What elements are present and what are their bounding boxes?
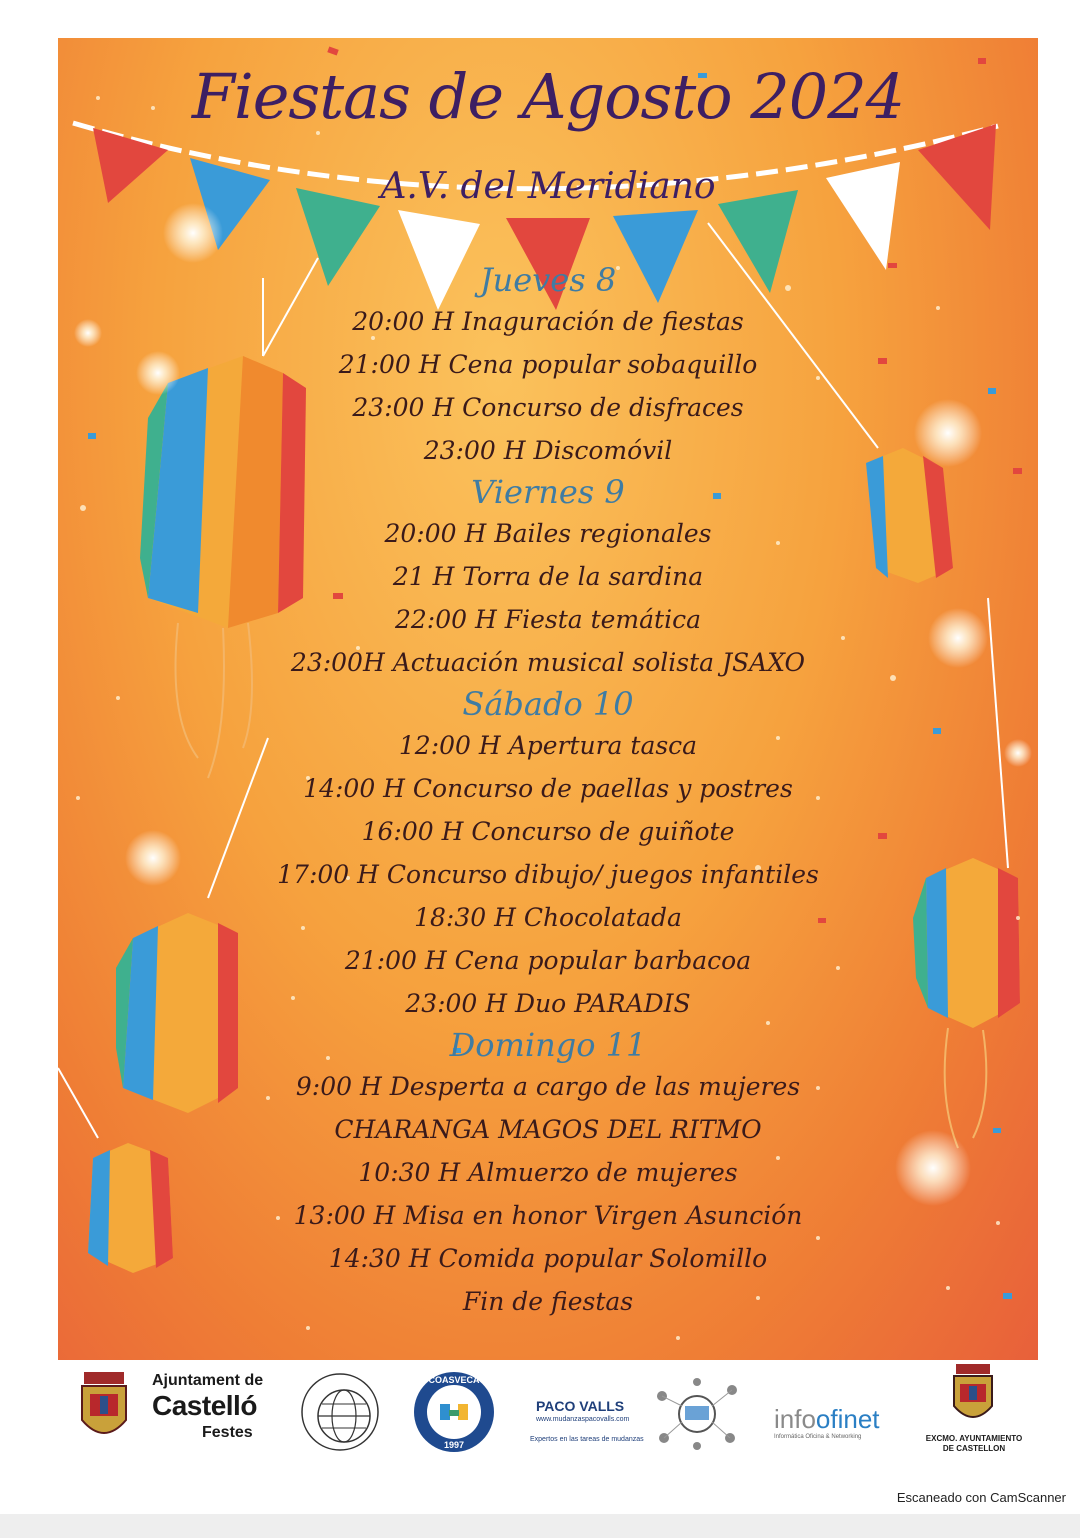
- event-item: 9:00 H Desperta a cargo de las mujeres: [295, 1072, 801, 1101]
- ajuntament-line3: Festes: [202, 1424, 253, 1441]
- logo-excmo-ayuntamiento: [918, 1362, 1028, 1474]
- event-item: 13:00 H Misa en honor Virgen Asunción: [293, 1201, 803, 1230]
- day-section: [58, 1025, 1038, 1323]
- event-item: 14:30 H Comida popular Solomillo: [328, 1244, 768, 1273]
- event-item: 20:00 H Inaguración de fiestas: [352, 307, 744, 336]
- event-item: 17:00 H Concurso dibujo/ juegos infantiles: [277, 860, 819, 889]
- day-heading: Jueves 8: [479, 261, 617, 299]
- camscanner-watermark: Escaneado con CamScanner: [896, 1490, 1066, 1505]
- poster-subtitle: A.V. del Meridiano: [380, 166, 716, 207]
- excmo-line2: DE CASTELLON: [942, 1444, 1006, 1453]
- event-item: 22:00 H Fiesta temática: [394, 605, 701, 634]
- poster-title: Fiestas de Agosto 2024: [191, 60, 905, 133]
- event-item: 18:30 H Chocolatada: [414, 903, 682, 932]
- event-item: 16:00 H Concurso de guiñote: [361, 817, 735, 846]
- event-item: Fin de fiestas: [462, 1287, 634, 1316]
- day-heading: Viernes 9: [471, 473, 625, 511]
- event-item: 21:00 H Cena popular sobaquillo: [338, 350, 758, 379]
- event-item: 20:00 H Bailes regionales: [384, 519, 712, 548]
- bottom-bar: [0, 1514, 1080, 1538]
- infoofinet-suffix: ofinet: [815, 1404, 880, 1434]
- event-item: 21 H Torra de la sardina: [392, 562, 704, 591]
- sponsor-footer: [58, 1362, 1038, 1474]
- ajuntament-line1: Ajuntament de: [152, 1372, 264, 1389]
- day-section: [58, 684, 1038, 1025]
- ajuntament-line2: Castelló: [152, 1390, 257, 1421]
- globe-icon: [298, 1370, 382, 1454]
- day-section: [58, 260, 1038, 472]
- event-item: 21:00 H Cena popular barbacoa: [344, 946, 752, 975]
- event-item: 14:00 H Concurso de paellas y postres: [303, 774, 793, 803]
- event-item: 23:00 H Concurso de disfraces: [352, 393, 744, 422]
- event-item: CHARANGA MAGOS DEL RITMO: [334, 1115, 762, 1144]
- event-item: 12:00 H Apertura tasca: [398, 731, 698, 760]
- moving-network-icon: [652, 1376, 742, 1452]
- event-item: 10:30 H Almuerzo de mujeres: [358, 1158, 738, 1187]
- logo-asociacion-vecinos: [298, 1362, 384, 1474]
- day-heading: Sábado 10: [462, 685, 634, 723]
- coat-of-arms-icon: [76, 1368, 132, 1448]
- event-item: 23:00 H Discomóvil: [423, 436, 673, 465]
- excmo-line1: EXCMO. AYUNTAMIENTO: [925, 1434, 1023, 1443]
- logo-paco-valls: [528, 1362, 748, 1474]
- paco-valls-tagline: Expertos en las tareas de mudanzas: [530, 1436, 644, 1443]
- event-item: 23:00 H Duo PARADIS: [405, 989, 691, 1018]
- coasveca-emblem-icon: [412, 1370, 496, 1454]
- coasveca-year: 1997: [443, 1440, 465, 1450]
- schedule: [58, 260, 1038, 1323]
- infoofinet-wordmark: [774, 1404, 880, 1435]
- infoofinet-prefix: info: [774, 1404, 816, 1434]
- day-section: [58, 472, 1038, 684]
- logo-coasveca: [412, 1362, 498, 1474]
- coat-of-arms-icon: [948, 1362, 998, 1428]
- logo-infoofinet: [770, 1362, 900, 1474]
- infoofinet-tagline: Informática Oficina & Networking: [774, 1434, 862, 1440]
- coasveca-name: COASVECA: [428, 1375, 480, 1385]
- logo-ajuntament-castello: [76, 1362, 276, 1474]
- festival-poster: [58, 38, 1038, 1360]
- event-item: 23:00H Actuación musical solista JSAXO: [290, 648, 806, 677]
- day-heading: Domingo 11: [449, 1026, 647, 1064]
- paco-valls-name: PACO VALLS: [536, 1398, 625, 1414]
- paco-valls-url: www.mudanzaspacovalls.com: [536, 1416, 630, 1423]
